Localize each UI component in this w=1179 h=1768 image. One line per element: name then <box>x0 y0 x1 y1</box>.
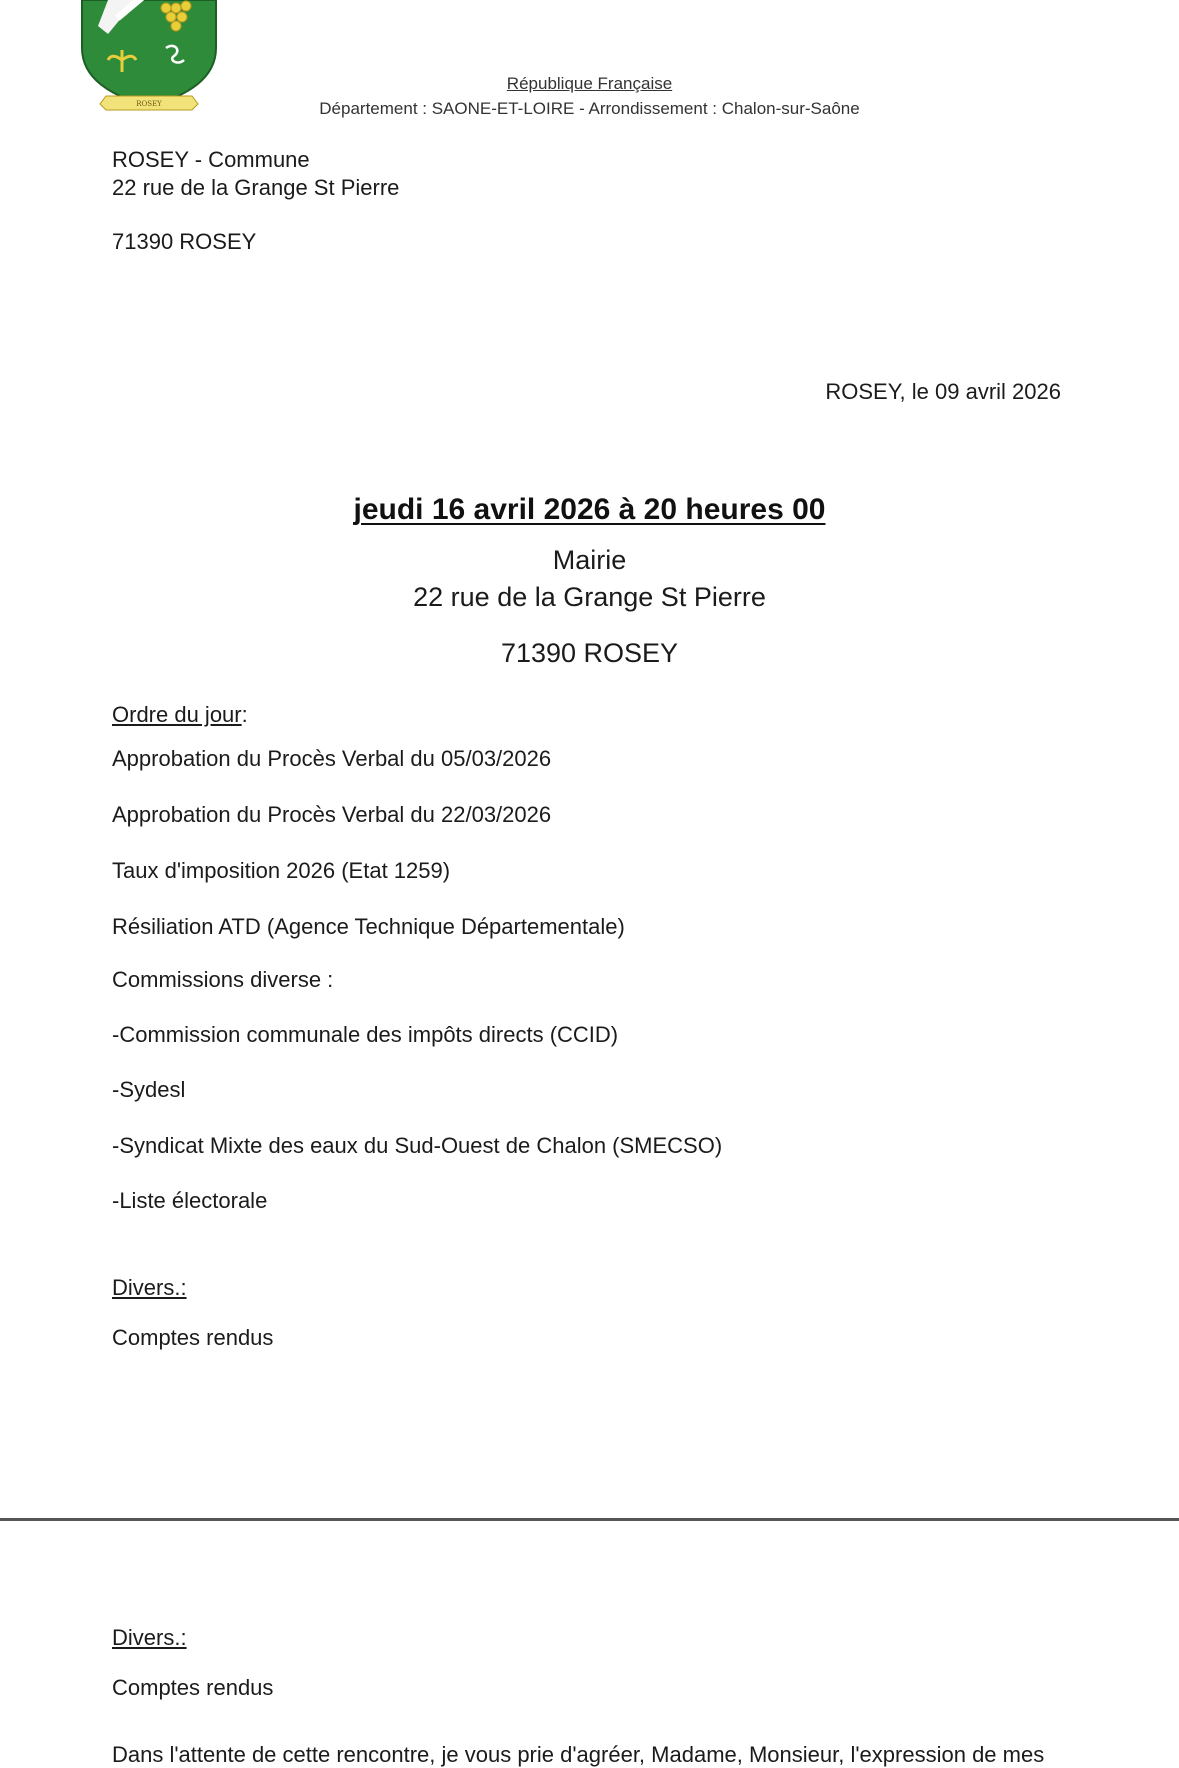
meeting-place-postal: 71390 ROSEY <box>500 638 679 668</box>
header-republique: République Française <box>506 74 673 93</box>
divers-label-repeat: Divers.: <box>112 1625 187 1650</box>
crest-banner-text: ROSEY <box>136 100 162 108</box>
header-departement: Département : SAONE-ET-LOIRE - Arrondissement : Chalon-sur-Saône <box>319 99 860 118</box>
meeting-place <box>0 542 1179 616</box>
page-divider <box>0 1518 1179 1521</box>
letter-date: ROSEY, le 09 avril 2026 <box>825 379 1061 404</box>
agenda-item: Taux d'imposition 2026 (Etat 1259) <box>112 858 451 883</box>
meeting-place-street: 22 rue de la Grange St Pierre <box>413 582 766 612</box>
agenda-item: -Liste électorale <box>112 1188 268 1213</box>
agenda-item: -Sydesl <box>112 1077 186 1102</box>
agenda-item: -Syndicat Mixte des eaux du Sud-Ouest de Chalon (SMECSO) <box>112 1133 723 1158</box>
sender-line-2: 22 rue de la Grange St Pierre <box>112 175 400 200</box>
divers-text: Comptes rendus <box>112 1325 274 1350</box>
divers-text-repeat: Comptes rendus <box>112 1675 274 1700</box>
sender-line-1: ROSEY - Commune <box>112 147 310 172</box>
agenda-item: Approbation du Procès Verbal du 22/03/2026 <box>112 802 552 827</box>
agenda-item: Résiliation ATD (Agence Technique Départementale) <box>112 914 625 939</box>
meeting-datetime: jeudi 16 avril 2026 à 20 heures 00 <box>353 493 826 526</box>
divers-label: Divers.: <box>112 1275 187 1300</box>
sender-postal: 71390 ROSEY <box>112 229 257 254</box>
agenda-item: -Commission communale des impôts directs (CCID) <box>112 1022 619 1047</box>
closing-sentence: Dans l'attente de cette rencontre, je vous prie d'agréer, Madame, Monsieur, l'expression de mes <box>112 1742 1045 1767</box>
agenda-item: Commissions diverse : <box>112 967 334 992</box>
sender-address <box>112 146 399 202</box>
agenda-label: Ordre du jour: <box>112 702 248 727</box>
agenda-item: Approbation du Procès Verbal du 05/03/2026 <box>112 746 552 771</box>
meeting-place-name: Mairie <box>552 545 627 575</box>
commune-crest-logo <box>78 0 228 112</box>
